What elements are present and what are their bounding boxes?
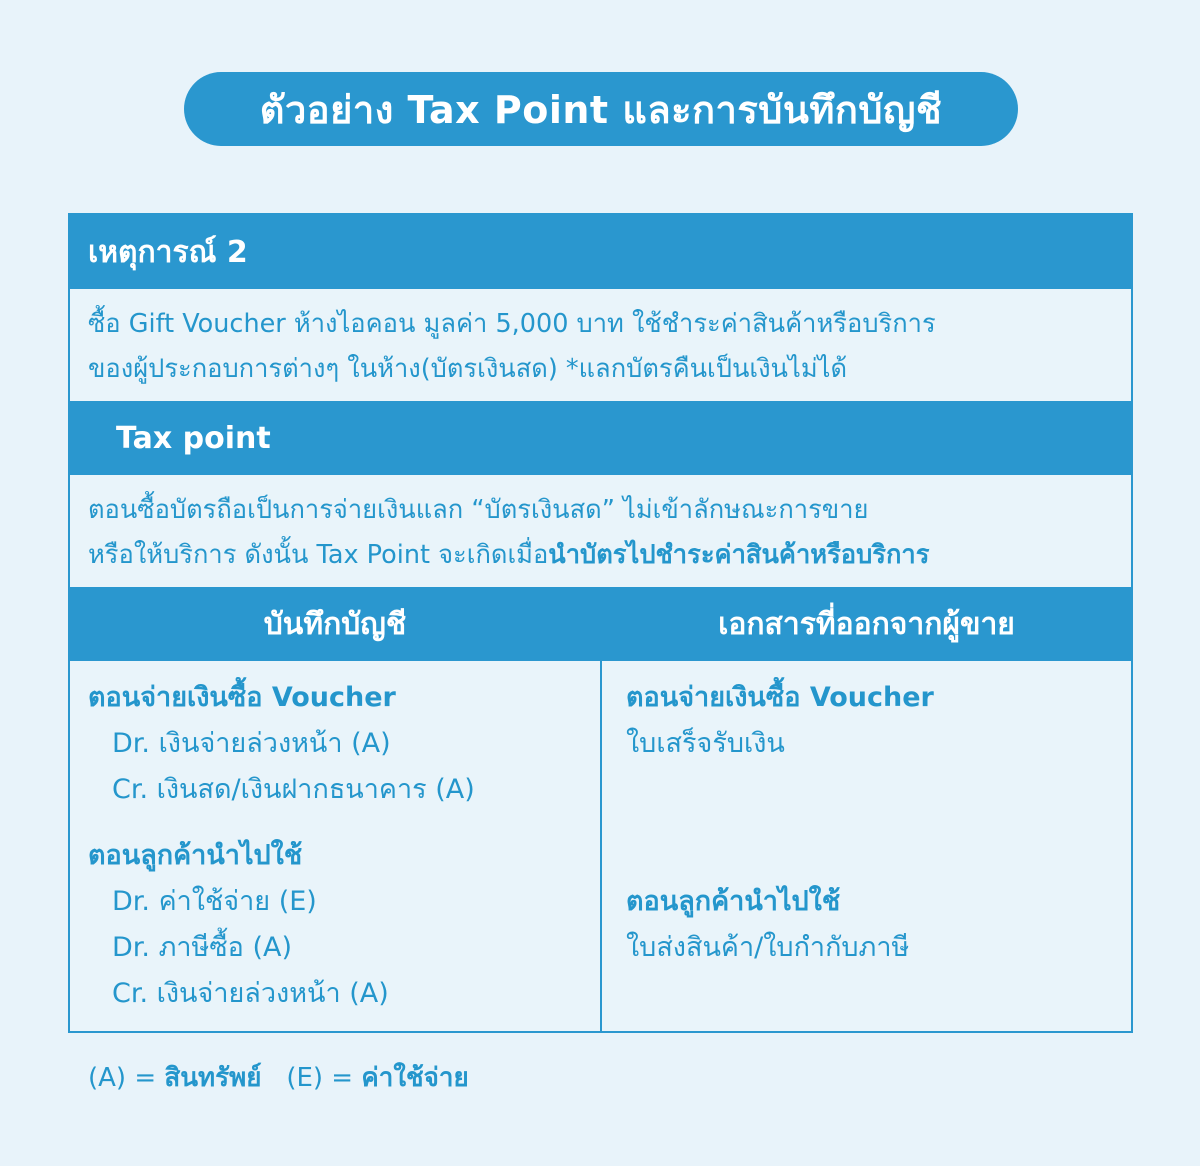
tax-point-heading-band xyxy=(70,401,1131,475)
documents-use-title: ตอนลูกค้านำไปใช้ xyxy=(626,886,841,917)
tax-point-description xyxy=(70,488,1131,578)
event-heading: เหตุการณ์ 2 xyxy=(88,234,248,270)
legend xyxy=(88,1057,469,1098)
tax-point-line-2-emphasis: นำบัตรไปชำระค่าสินค้าหรือบริการ xyxy=(548,540,930,570)
event-line-2: ของผู้ประกอบการต่างๆ ในห้าง(บัตรเงินสด) *แลกบัตรคืนเป็นเงินไม่ได้ xyxy=(88,354,848,384)
documents-purchase-doc: ใบเสร็จรับเงิน xyxy=(626,728,785,759)
accounting-column xyxy=(88,675,475,1017)
accounting-purchase-title: ตอนจ่ายเงินซื้อ Voucher xyxy=(88,682,396,713)
legend-e-code: (E) = xyxy=(286,1063,354,1093)
legend-e-label: ค่าใช้จ่าย xyxy=(361,1063,469,1093)
accounting-entry: Dr. ค่าใช้จ่าย (E) xyxy=(112,886,317,917)
accounting-entry: Cr. เงินจ่ายล่วงหน้า (A) xyxy=(112,978,389,1009)
accounting-column-header: บันทึกบัญชี xyxy=(263,606,407,642)
legend-a-label: สินทรัพย์ xyxy=(164,1063,262,1093)
documents-use-doc: ใบส่งสินค้า/ใบกำกับภาษี xyxy=(626,932,910,963)
accounting-use-title: ตอนลูกค้านำไปใช้ xyxy=(88,840,303,871)
accounting-entry: Cr. เงินสด/เงินฝากธนาคาร (A) xyxy=(112,774,475,805)
documents-column xyxy=(626,675,934,971)
accounting-entry: Dr. ภาษีซื้อ (A) xyxy=(112,932,292,963)
event-heading-band xyxy=(70,215,1131,289)
tax-point-line-2 xyxy=(88,533,1117,578)
tax-point-line-2-text: หรือให้บริการ ดังนั้น Tax Point จะเกิดเมื่อ xyxy=(88,540,549,570)
tax-point-heading: Tax point xyxy=(116,420,271,456)
column-divider xyxy=(600,587,602,1033)
accounting-entry: Dr. เงินจ่ายล่วงหน้า (A) xyxy=(112,728,391,759)
documents-purchase-title: ตอนจ่ายเงินซื้อ Voucher xyxy=(626,682,934,713)
event-line-1: ซื้อ Gift Voucher ห้างไอคอน มูลค่า 5,000 บาท ใช้ชำระค่าสินค้าหรือบริการ xyxy=(88,309,936,339)
tax-point-line-1: ตอนซื้อบัตรถือเป็นการจ่ายเงินแลก “บัตรเงินสด” ไม่เข้าลักษณะการขาย xyxy=(88,495,869,525)
page-title: ตัวอย่าง Tax Point และการบันทึกบัญชี xyxy=(184,72,1018,146)
documents-column-header: เอกสารที่ออกจากผู้ขาย xyxy=(718,606,1015,642)
legend-a-code: (A) = xyxy=(88,1063,157,1093)
tax-point-table xyxy=(68,213,1133,1033)
event-description xyxy=(70,302,1131,392)
